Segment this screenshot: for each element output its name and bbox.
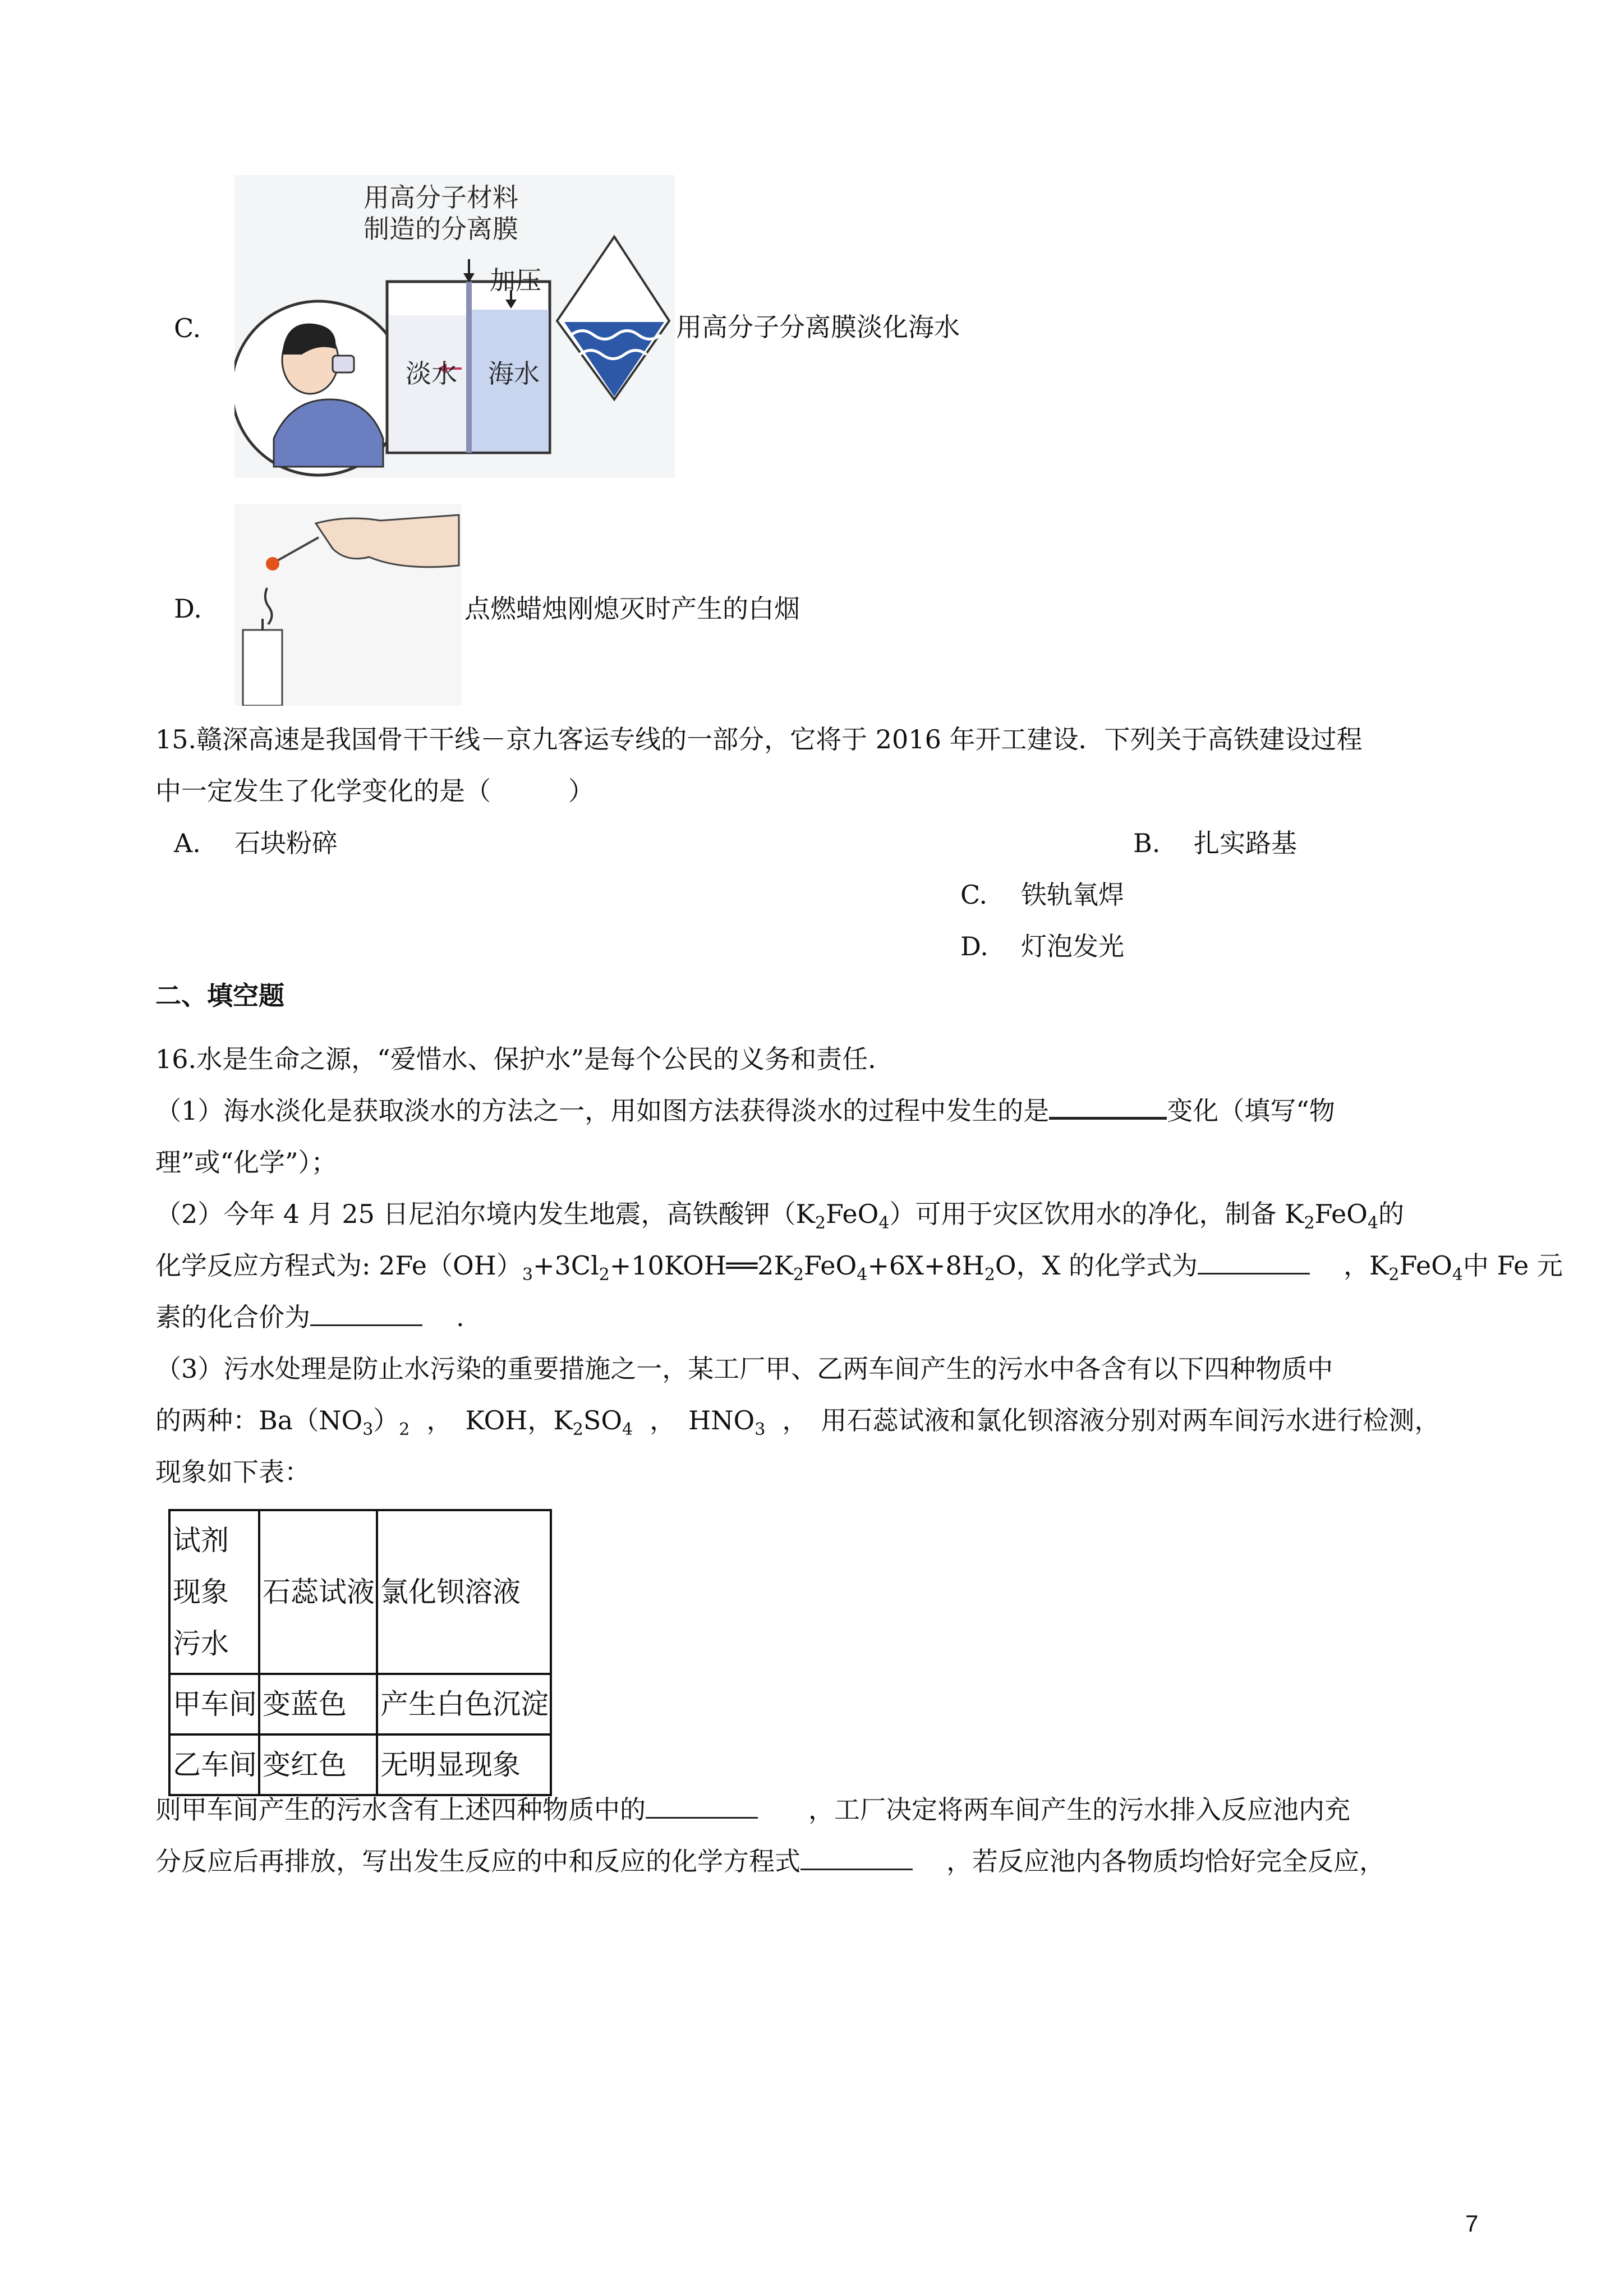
option-c-text: 用高分子分离膜淡化海水 [676, 312, 960, 342]
option-d-text: 点燃蜡烛刚熄灭时产生的白烟 [464, 593, 800, 624]
table-header-bacl2: 氯化钡溶液 [377, 1510, 551, 1674]
q16-intro: 16.水是生命之源，“爱惜水、保护水”是每个公民的义务和责任． [155, 1044, 894, 1074]
answer-blank[interactable] [1049, 1117, 1167, 1120]
candle-figure [234, 504, 462, 706]
table-cell-workshop: 乙车间 [169, 1734, 259, 1795]
table-header-litmus: 石蕊试液 [259, 1510, 377, 1674]
candle-illustration [234, 504, 462, 706]
table-row [169, 1674, 551, 1734]
section-title: 二、填空题 [155, 981, 284, 1011]
q15-option-b-text: 扎实路基 [1194, 828, 1297, 858]
table-header-row [169, 1510, 551, 1674]
figure-label-pressure: 加压 [490, 265, 541, 296]
q16-part2-line3: 素的化合价为 . [155, 1302, 464, 1332]
observation-table [168, 1509, 552, 1796]
q16-part1-line2: 理”或“化学”）； [155, 1147, 337, 1177]
q15-option-d-letter: D. [960, 931, 988, 961]
option-d-letter: D. [174, 593, 202, 624]
table-cell-bacl2: 无明显现象 [377, 1734, 551, 1795]
q16-part3-line1: （3）污水处理是防止水污染的重要措施之一，某工厂甲、乙两车间产生的污水中各含有以下四种物质中 [155, 1354, 1333, 1384]
q15-stem-line1: 15.赣深高速是我国骨干干线－京九客运专线的一部分，它将于 2016 年开工建设．下列关于高铁建设过程 [155, 724, 1363, 754]
q15-option-d-text: 灯泡发光 [1021, 931, 1124, 961]
table-cell-litmus: 变蓝色 [259, 1674, 377, 1734]
answer-blank[interactable] [646, 1817, 758, 1819]
q15-option-a-text: 石块粉碎 [234, 828, 338, 858]
table-cell-litmus: 变红色 [259, 1734, 377, 1795]
figure-label-sea-water: 海水 [488, 358, 540, 389]
answer-blank[interactable] [310, 1324, 422, 1326]
q16-part4-line1: 则甲车间产生的污水含有上述四种物质中的 ，工厂决定将两车间产生的污水排入反应池内充 [155, 1795, 1350, 1825]
figure-label-membrane: 用高分子材料 制造的分离膜 [364, 182, 518, 244]
q15-option-c-text: 铁轨氧焊 [1021, 880, 1124, 910]
answer-blank[interactable] [801, 1869, 913, 1870]
q15-stem-line2: 中一定发生了化学变化的是（ ） [155, 776, 594, 806]
desalination-figure [234, 175, 675, 478]
q15-option-c-letter: C. [960, 880, 988, 910]
answer-blank[interactable] [1198, 1273, 1310, 1274]
q16-part2-line2: 化学反应方程式为: $2Fe(OH)_3+3Cl_2+10KOH══2K_2FeO_4+6X+8H_2O$，X 的化学式为 ，$K_2FeO_4$中 Fe 元 [155, 1250, 1563, 1285]
q16-part2-line1: （2）今年 4 月 25 日尼泊尔境内发生地震，高铁酸钾$(K_2FeO_4)$可用于灾区饮用水的净化，制备 $K_2FeO_4$的 [155, 1199, 1404, 1233]
option-c-letter: C. [174, 313, 201, 343]
table-cell-bacl2: 产生白色沉淀 [377, 1674, 551, 1734]
q16-part1-line1: （1）海水淡化是获取淡水的方法之一，用如图方法获得淡水的过程中发生的是 变化（填写“物 [155, 1096, 1335, 1126]
page-number: 7 [1465, 2210, 1479, 2237]
q16-part4-line2: 分反应后再排放，写出发生反应的中和反应的化学方程式 ，若反应池内各物质均恰好完全反应， [155, 1846, 1385, 1876]
q15-option-a-letter: A. [174, 828, 201, 858]
table-cell-workshop: 甲车间 [169, 1674, 259, 1734]
q16-part3-line2: 的两种：$Ba(NO_3)_2$ ， KOH，$K_2SO_4$ ， $HNO_3$ ， 用石蕊试液和氯化钡溶液分别对两车间污水进行检测， [155, 1405, 1441, 1439]
table-header-corner: 试剂 现象 污水 [169, 1510, 259, 1674]
q15-option-b-letter: B. [1133, 828, 1161, 858]
figure-label-fresh-water: 淡水 [406, 358, 457, 389]
q16-part3-line3: 现象如下表： [155, 1457, 310, 1487]
